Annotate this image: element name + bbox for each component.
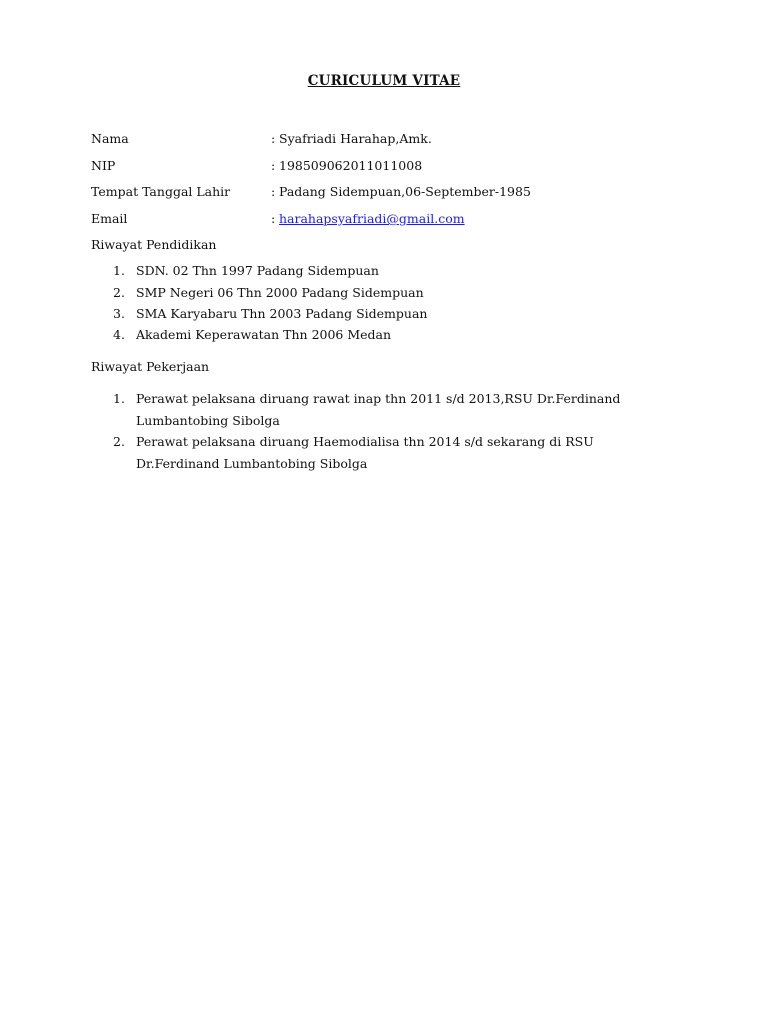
list-text: SDN. 02 Thn 1997 Padang Sidempuan <box>136 263 379 278</box>
education-heading: Riwayat Pendidikan <box>91 237 217 252</box>
list-text: Perawat pelaksana diruang Haemodialisa thn 2014 s/d sekarang di RSU <box>136 434 594 449</box>
list-number: 2. <box>113 434 125 449</box>
field-colon: : <box>271 211 276 226</box>
page-title: CURICULUM VITAE <box>307 73 461 89</box>
email-link[interactable]: harahapsyafriadi@gmail.com <box>279 211 465 226</box>
list-number: 2. <box>113 285 125 300</box>
field-colon: : <box>271 158 276 173</box>
field-colon: : <box>271 184 276 199</box>
field-label: NIP <box>91 158 116 173</box>
field-colon: : <box>271 131 276 146</box>
list-text: Perawat pelaksana diruang rawat inap thn 2011 s/d 2013,RSU Dr.Ferdinand <box>136 391 621 406</box>
list-text: Lumbantobing Sibolga <box>136 413 280 428</box>
list-text: Akademi Keperawatan Thn 2006 Medan <box>136 327 392 342</box>
field-value-nama: Syafriadi Harahap,Amk. <box>279 131 432 146</box>
list-text: Dr.Ferdinand Lumbantobing Sibolga <box>136 456 368 471</box>
list-number: 1. <box>113 391 125 406</box>
list-text: SMP Negeri 06 Thn 2000 Padang Sidempuan <box>136 285 424 300</box>
list-number: 1. <box>113 263 125 278</box>
field-value-birth: Padang Sidempuan,06-September-1985 <box>279 184 531 199</box>
work-heading: Riwayat Pekerjaan <box>91 359 210 374</box>
field-value-nip: 198509062011011008 <box>279 158 423 173</box>
field-label: Nama <box>91 131 129 146</box>
list-text: SMA Karyabaru Thn 2003 Padang Sidempuan <box>136 306 428 321</box>
list-number: 4. <box>113 327 125 342</box>
field-label: Tempat Tanggal Lahir <box>91 184 231 199</box>
field-label: Email <box>91 211 128 226</box>
list-number: 3. <box>113 306 125 321</box>
